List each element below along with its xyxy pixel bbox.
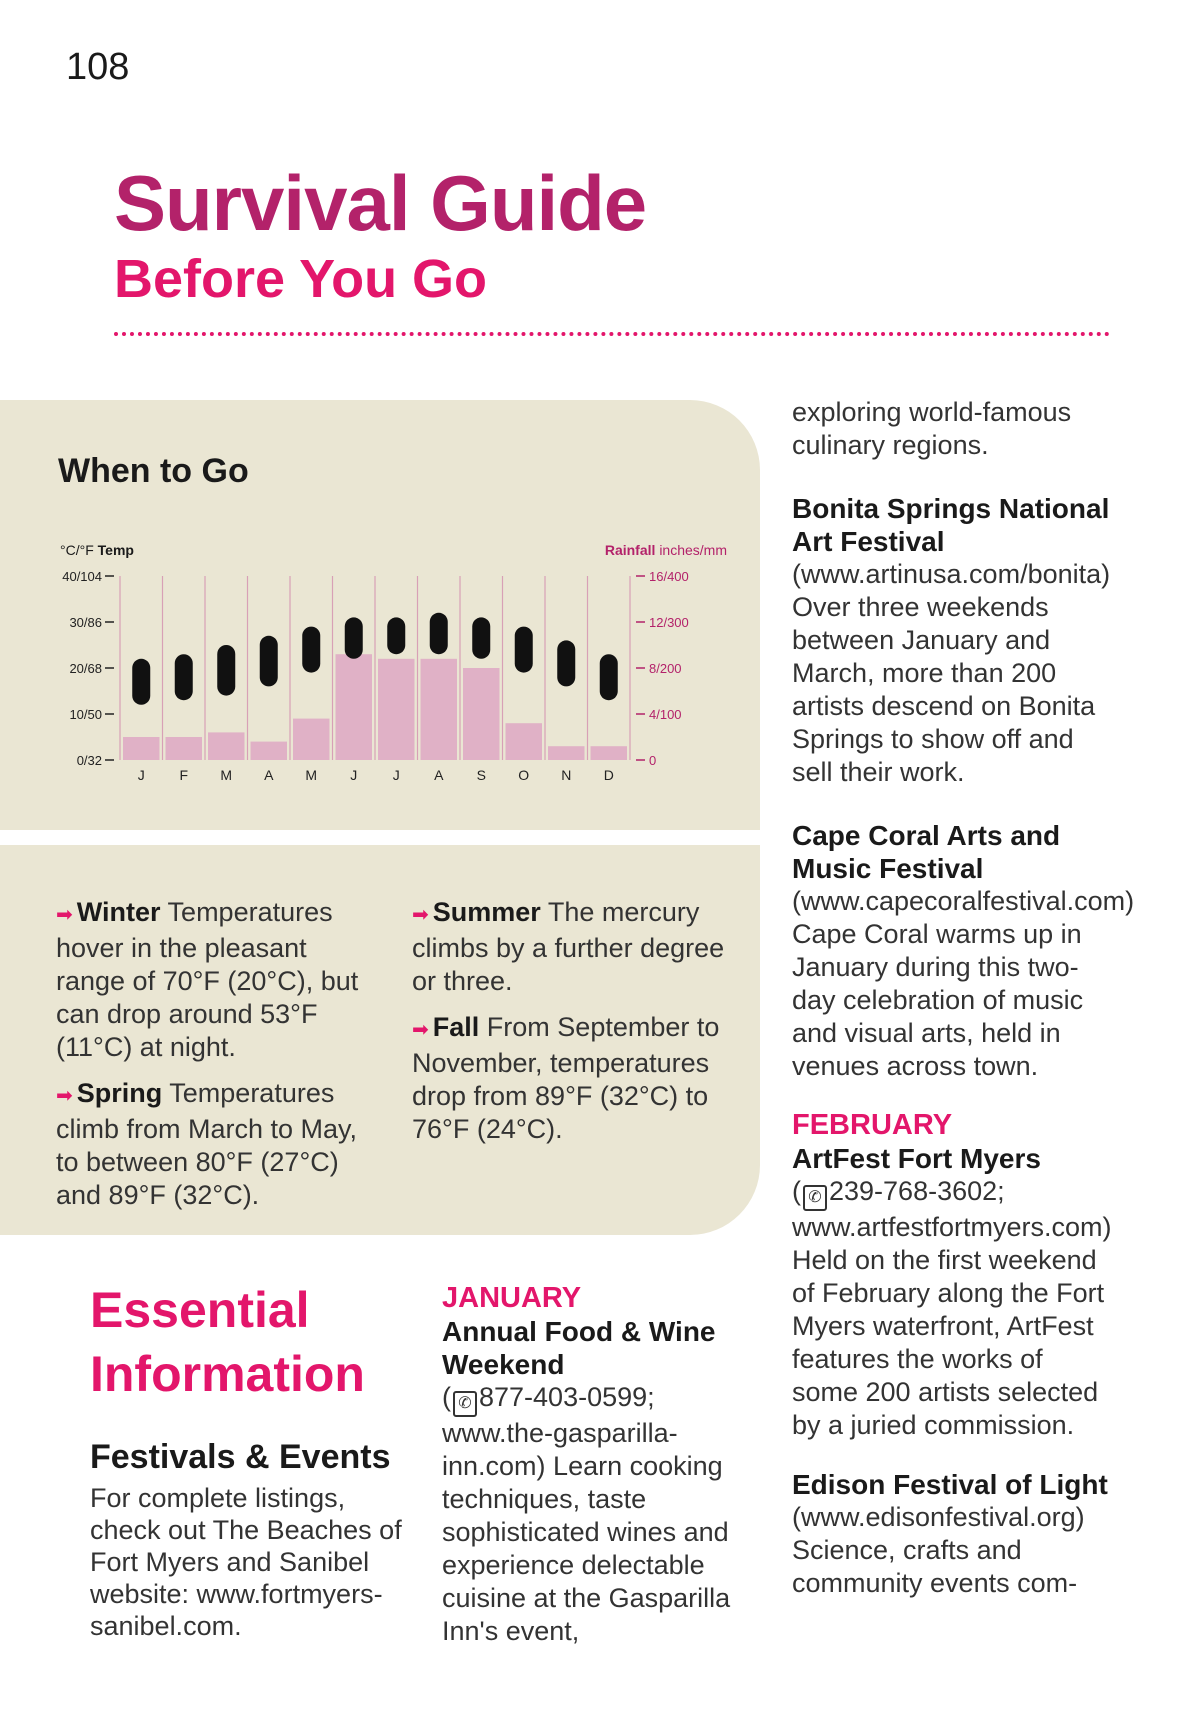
- page-number: 108: [66, 46, 130, 88]
- season-winter: [56, 896, 376, 1064]
- rainfall-bar: [463, 668, 500, 760]
- event-desc: Learn cooking techniques, taste sophisticated wines and experience delectable cuisine at the Gasparilla Inn's event,: [442, 1451, 731, 1646]
- right-column: [792, 396, 1135, 1600]
- rainfall-bar: [421, 659, 458, 760]
- right-tick-label: 12/300: [649, 615, 689, 630]
- season-text: Temperatures hover in the pleasant range of 70°F (20°C), but can drop around 53°F (11°C) at night.: [56, 897, 359, 1062]
- event-desc: Held on the first weekend of February along the Fort Myers waterfront, ArtFest features the works of some 200 artists selected by a juried commission.: [792, 1245, 1105, 1440]
- essential-info-heading: Essential Information: [90, 1282, 365, 1402]
- phone-icon: ✆: [453, 1391, 477, 1417]
- rainfall-bar: [166, 737, 203, 760]
- season-text: From September to November, temperatures drop from 89°F (32°C) to 76°F (24°C).: [412, 1012, 720, 1144]
- left-axis-label: Temp: [97, 542, 134, 558]
- season-name: Summer: [432, 897, 541, 927]
- svg-text:Rainfall inches/mm: [605, 542, 727, 558]
- festivals-heading: Festivals & Events: [90, 1438, 391, 1476]
- month-label: O: [518, 767, 530, 783]
- event-bonita-body: (www.artinusa.com/bonita) Over three weekends between January and March, more than 200 artists descend on Bonita Springs to show off and sell their work.: [792, 559, 1111, 787]
- right-tick-label: 4/100: [649, 707, 682, 722]
- rainfall-bar: [123, 737, 160, 760]
- event-edison-body: (www.edisonfestival.org) Science, crafts and community events com-: [792, 1502, 1085, 1598]
- month-label: J: [137, 767, 145, 783]
- left-axis-units: °C/°F: [60, 542, 94, 558]
- event-phone: 877-403-0599: [479, 1382, 648, 1412]
- when-to-go-heading: When to Go: [58, 452, 249, 490]
- season-name: Fall: [432, 1012, 480, 1042]
- temperature-range: [430, 613, 448, 654]
- rainfall-bar: [293, 719, 330, 760]
- month-label: A: [434, 767, 444, 783]
- temperature-range: [345, 617, 363, 658]
- event-edison-name: Edison Festival of Light: [792, 1469, 1108, 1500]
- season-text: The mercury climbs by a further degree or three.: [412, 897, 725, 996]
- event-capecoral-name: Cape Coral Arts and Music Festival: [792, 820, 1061, 884]
- month-label: A: [264, 767, 274, 783]
- rainfall-bar: [548, 746, 585, 760]
- season-summer: [412, 896, 737, 998]
- temperature-range: [600, 654, 618, 700]
- page-title: Survival Guide: [114, 159, 647, 247]
- phone-icon: ✆: [803, 1185, 827, 1211]
- month-label: J: [392, 767, 400, 783]
- seasons-left-column: [56, 896, 376, 1225]
- temperature-range: [132, 659, 150, 705]
- temperature-range: [302, 627, 320, 673]
- right-tick-label: 8/200: [649, 661, 682, 676]
- left-tick-label: 30/86: [69, 615, 102, 630]
- month-february: FEBRUARY: [792, 1109, 953, 1141]
- dotted-divider: [114, 332, 1110, 336]
- right-tick-label: 16/400: [649, 569, 689, 584]
- rainfall-bar: [336, 654, 373, 760]
- left-tick-label: 20/68: [69, 661, 102, 676]
- season-name: Winter: [76, 897, 161, 927]
- arrow-icon: ➡: [412, 904, 429, 926]
- temperature-range: [472, 617, 490, 658]
- rainfall-bar: [591, 746, 628, 760]
- rainfall-bar: [378, 659, 415, 760]
- temperature-range: [260, 636, 278, 687]
- right-axis-label: Rainfall: [604, 542, 656, 558]
- month-label: F: [179, 767, 189, 783]
- page-subtitle: Before You Go: [114, 249, 488, 309]
- month-label: S: [476, 767, 486, 783]
- event-bonita-name: Bonita Springs National Art Festival: [792, 493, 1110, 557]
- climate-chart: [50, 535, 740, 810]
- event-food-wine-body: ( ✆ 877-403-0599; www.the-gasparilla-inn.com) Learn cooking techniques, taste sophisticated wines and experience delectable cuisine at the Gasparilla Inn's event,: [442, 1382, 731, 1646]
- month-label: J: [350, 767, 358, 783]
- continued-text: exploring world-famous culinary regions.: [792, 397, 1072, 460]
- event-artfest-body: ( ✆ 239-768-3602; www.artfestfortmyers.com) Held on the first weekend of February along the Fort Myers waterfront, ArtFest features the works of some 200 artists selected by a juried commission.: [792, 1176, 1112, 1440]
- event-artfest-name: ArtFest Fort Myers: [792, 1143, 1041, 1174]
- right-axis-units: inches/mm: [659, 542, 727, 558]
- month-label: M: [305, 767, 318, 783]
- left-tick-label: 10/50: [69, 707, 102, 722]
- month-label: M: [220, 767, 233, 783]
- arrow-icon: ➡: [412, 1019, 429, 1041]
- event-capecoral-body: (www.capecoralfestival.com) Cape Coral warms up in January during this two-day celebration of music and visual arts, held in venues across town.: [792, 886, 1135, 1081]
- middle-column: [442, 1282, 752, 1648]
- rainfall-bar: [251, 742, 288, 760]
- season-name: Spring: [76, 1078, 163, 1108]
- right-tick-label: 0: [649, 753, 657, 768]
- temperature-range: [175, 654, 193, 700]
- rainfall-bar: [208, 732, 245, 760]
- festivals-intro: For complete listings, check out The Beaches of Fort Myers and Sanibel website: www.fortmyers-sanibel.com.: [90, 1483, 402, 1641]
- rainfall-bar: [506, 723, 543, 760]
- temperature-range: [387, 617, 405, 654]
- arrow-icon: ➡: [56, 1085, 73, 1107]
- temperature-range: [557, 640, 575, 686]
- left-tick-label: 0/32: [76, 753, 102, 768]
- month-january: JANUARY: [442, 1282, 582, 1314]
- event-url: ; www.the-gasparilla-inn.com): [442, 1382, 678, 1481]
- event-phone: 239-768-3602: [829, 1176, 998, 1206]
- left-tick-label: 40/104: [62, 569, 102, 584]
- season-spring: [56, 1077, 376, 1212]
- svg-text:°C/°F Temp: [60, 542, 134, 558]
- seasons-right-column: [412, 896, 737, 1159]
- arrow-icon: ➡: [56, 904, 73, 926]
- event-url: ; www.artfestfortmyers.com): [792, 1176, 1112, 1242]
- temperature-range: [217, 645, 235, 696]
- temperature-range: [515, 627, 533, 673]
- season-fall: [412, 1011, 737, 1146]
- month-label: D: [603, 767, 614, 783]
- season-text: Temperatures climb from March to May, to between 80°F (27°C) and 89°F (32°C).: [56, 1078, 358, 1210]
- event-food-wine-name: Annual Food & Wine Weekend: [442, 1316, 716, 1380]
- month-label: N: [561, 767, 572, 783]
